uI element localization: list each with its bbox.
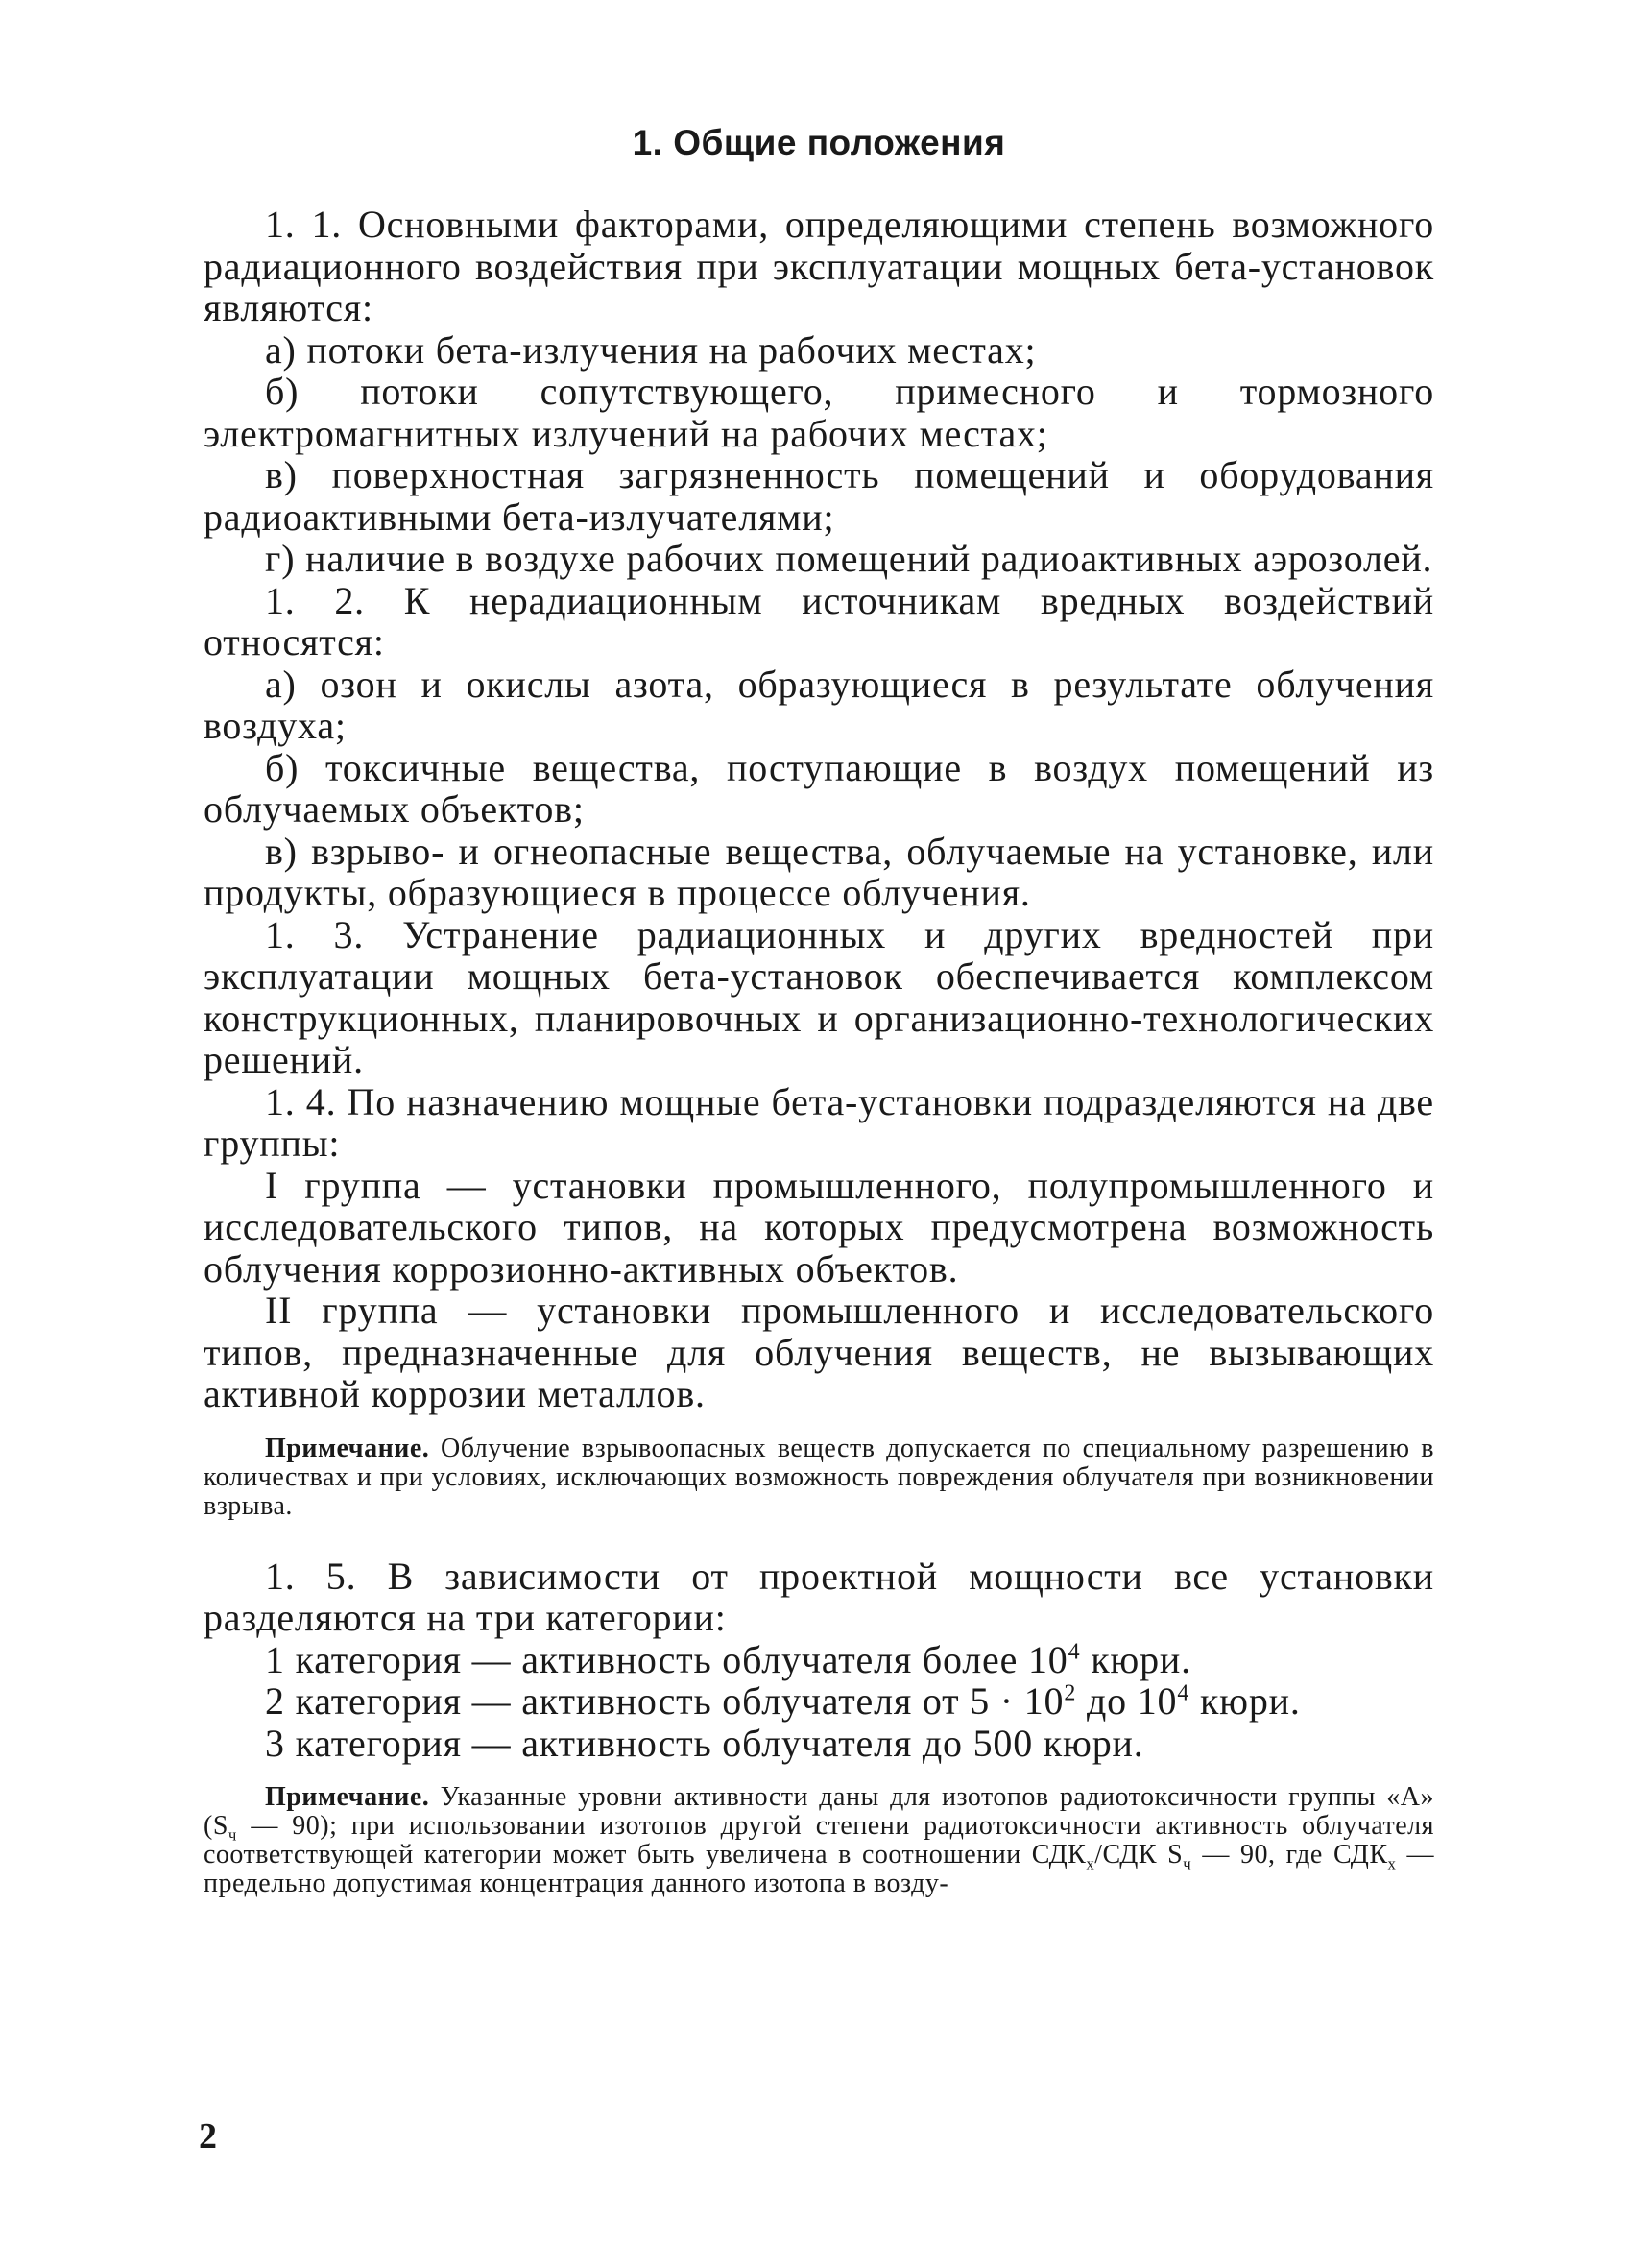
category-2 (204, 1680, 1434, 1723)
note-2-part-4: — 90, где СДК (1202, 1840, 1388, 1870)
note-1-text: Облучение взрывоопасных веществ допускается по специальному разрешению в количествах и при условиях, исключающих возможность повреждения облучателя при возникновении взрыва. (204, 1433, 1435, 1521)
paragraph-1-3: 1. 3. Устранение радиационных и других вредностей при эксплуатации мощных бета-установок обеспечивается комплексом конструкционных, планировочных и организационно-технологических решений. (204, 912, 1434, 1081)
category-1-unit: кюри. (1091, 1637, 1191, 1681)
note-1 (204, 1435, 1434, 1521)
group-1-description: I группа — установки промышленного, полупромышленного и исследовательского типов, на которых предусмотрена возможность облучения коррозионно-активных объектов. (204, 1163, 1434, 1291)
note-2 (204, 1783, 1434, 1898)
note-2-part-3: /СДК S (1094, 1840, 1184, 1870)
list-item-1-1-b: б) потоки сопутствующего, примесного и тормозного электромагнитных излучений на рабочих местах; (204, 370, 1434, 455)
document-page (204, 123, 1434, 1933)
paragraph-1-5: 1. 5. В зависимости от проектной мощности все установки разделяются на три категории: (204, 1554, 1434, 1639)
category-1 (204, 1639, 1434, 1681)
note-2-part-1: Указанные уровни активности даны для изотопов радиотоксичности группы «А» (S (204, 1782, 1434, 1841)
note-2-subscript-x-1: x (1086, 1854, 1095, 1873)
group-2-description: II группа — установки промышленного и исследовательского типов, предназначенные для облучения веществ, не вызывающих активной коррозии металлов. (204, 1289, 1434, 1415)
note-2-label: Примечание. (265, 1782, 430, 1812)
page-number: 2 (199, 2116, 217, 2157)
note-2-subscript-ch-2: ч (1183, 1854, 1192, 1873)
list-item-1-2-v: в) взрыво- и огнеопасные вещества, облучаемые на установке, или продукты, образующиеся в процессе облучения. (204, 829, 1434, 914)
category-2-unit: кюри. (1199, 1679, 1301, 1723)
note-2-part-2: — 90); при использовании изотопов другой степени радиотоксичности активность облучателя соответствующей категории может быть увеличена в соотношении СДК (204, 1811, 1434, 1870)
category-2-exponent-1: 2 (1064, 1680, 1077, 1706)
category-1-exponent: 4 (1068, 1639, 1081, 1665)
note-1-label: Примечание. (265, 1433, 430, 1463)
note-2-subscript-x-2: x (1387, 1854, 1397, 1873)
paragraph-1-4: 1. 4. По назначению мощные бета-установки подразделяются на две группы: (204, 1079, 1434, 1165)
section-heading: 1. Общие положения (632, 123, 1006, 162)
category-2-exponent-2: 4 (1177, 1680, 1190, 1706)
list-item-1-1-v: в) поверхностная загрязненность помещений и оборудования радиоактивными бета-излучателями; (204, 453, 1434, 539)
list-item-1-2-b: б) токсичные вещества, поступающие в воздух помещений из облучаемых объектов; (204, 745, 1434, 831)
note-2-part-5: — предельно допустимая концентрация данного изотопа в возду- (204, 1840, 1435, 1898)
list-item-1-2-a: а) озон и окислы азота, образующиеся в результате облучения воздуха; (204, 662, 1434, 747)
category-1-text: 1 категория — активность облучателя более 10 (265, 1637, 1068, 1681)
category-2-text: 2 категория — активность облучателя от 5 · 10 (265, 1679, 1065, 1723)
paragraph-1-2: 1. 2. К нерадиационным источникам вредных воздействий относятся: (204, 578, 1434, 664)
list-item-1-1-a: а) потоки бета-излучения на рабочих местах; (265, 327, 1037, 372)
category-3: 3 категория — активность облучателя до 500 кюри. (265, 1721, 1144, 1765)
paragraph-1-1: 1. 1. Основными факторами, определяющими степень возможного радиационного воздействия при эксплуатации мощных бета-установок являются: (204, 203, 1434, 329)
note-2-subscript-ch-1: ч (228, 1825, 237, 1845)
category-2-mid: до 10 (1086, 1679, 1178, 1723)
list-item-1-1-g: г) наличие в воздухе рабочих помещений радиоактивных аэрозолей. (265, 537, 1433, 580)
